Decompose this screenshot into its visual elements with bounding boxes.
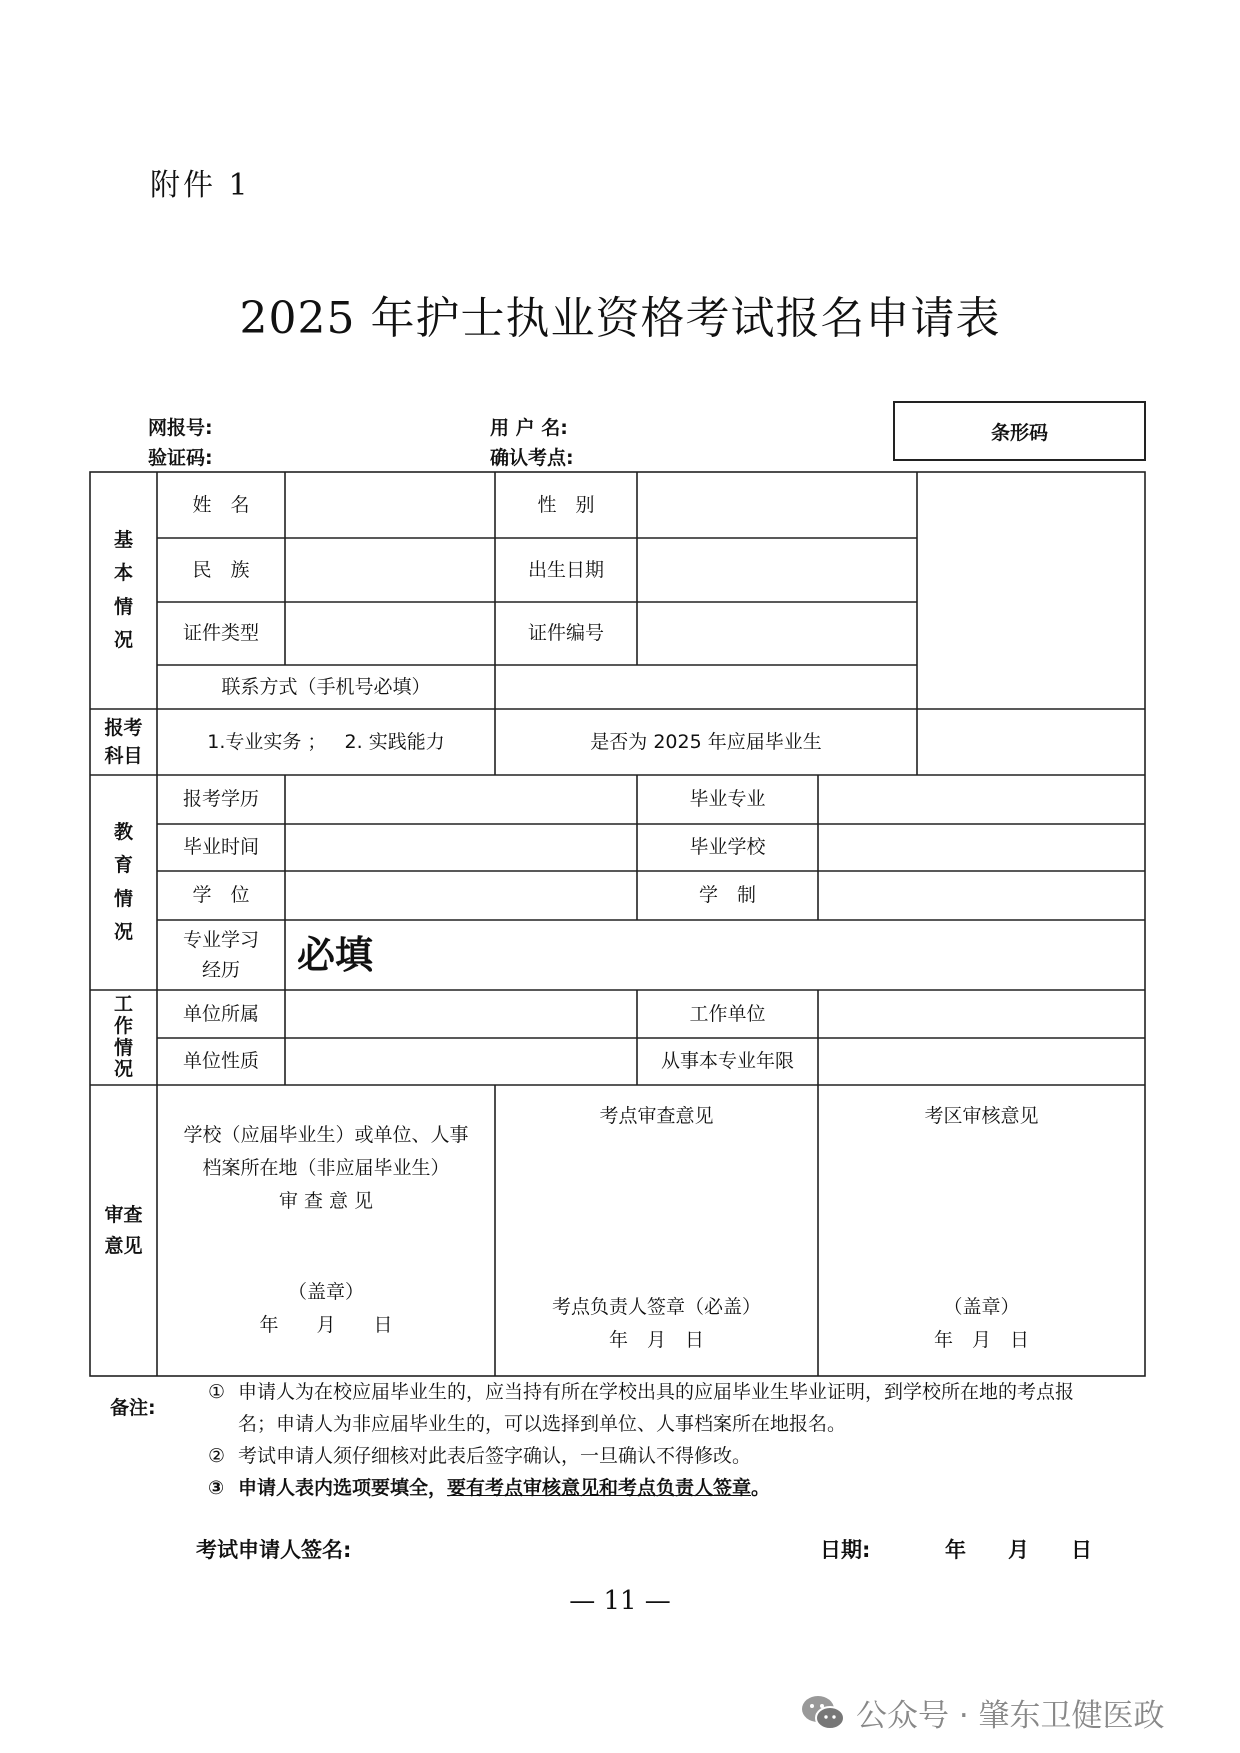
school-review-title-line-2: 档案所在地（非应届毕业生） bbox=[202, 1156, 450, 1179]
graduation-time-label: 毕业时间 bbox=[182, 836, 259, 859]
site-review-signature: 考点负责人签章（必盖） bbox=[551, 1296, 761, 1319]
region-review-title: 考区审核意见 bbox=[924, 1104, 1039, 1127]
duration-field[interactable] bbox=[818, 871, 1145, 920]
subject-items: 1.专业实务 ； 2. 实践能力 bbox=[207, 730, 445, 753]
education-level-field[interactable] bbox=[285, 775, 637, 824]
experience-required-note[interactable]: 必填 bbox=[297, 932, 374, 977]
id-number-label: 证件编号 bbox=[527, 622, 604, 645]
applicant-signature-label: 考试申请人签名: bbox=[196, 1538, 352, 1562]
name-field[interactable] bbox=[285, 472, 495, 538]
note-2-text: 考试申请人须仔细核对此表后签字确认，一旦确认不得修改。 bbox=[238, 1445, 752, 1467]
work-unit-label: 工作单位 bbox=[689, 1002, 766, 1025]
watermark-text: 公众号 · 肇东卫健医政 bbox=[856, 1698, 1165, 1734]
school-review-title-line-3: 审 查 意 见 bbox=[278, 1189, 374, 1212]
birth-date-field[interactable] bbox=[637, 538, 917, 602]
signature-date-fields: 年 月 日 bbox=[945, 1538, 1092, 1562]
degree-field[interactable] bbox=[285, 871, 637, 920]
watermark bbox=[800, 1690, 1165, 1735]
affiliation-label: 单位所属 bbox=[182, 1002, 259, 1025]
ethnicity-field[interactable] bbox=[285, 538, 495, 602]
note-3-text-b: 要有考点审核意见和考点负责人签章 bbox=[447, 1477, 752, 1499]
work-unit-field[interactable] bbox=[818, 990, 1145, 1038]
section-review bbox=[90, 1085, 157, 1376]
education-level-label: 报考学历 bbox=[182, 788, 259, 811]
section-work-char-3: 情 bbox=[113, 1036, 133, 1059]
unit-nature-field[interactable] bbox=[285, 1038, 637, 1085]
gender-field[interactable] bbox=[637, 472, 917, 538]
id-type-label: 证件类型 bbox=[182, 622, 259, 645]
site-review-date: 年 月 日 bbox=[608, 1329, 704, 1352]
experience-label-line-2: 经历 bbox=[201, 959, 240, 981]
notes-label: 备注: bbox=[110, 1397, 156, 1419]
section-basic-char-2: 本 bbox=[113, 562, 133, 585]
section-review-line-1: 审查 bbox=[104, 1204, 143, 1227]
school-review-seal: （盖章） bbox=[287, 1281, 364, 1304]
section-education-char-3: 情 bbox=[113, 887, 133, 910]
section-review-line-2: 意见 bbox=[104, 1234, 143, 1257]
section-education-char-4: 况 bbox=[113, 920, 133, 943]
work-years-label: 从事本专业年限 bbox=[660, 1050, 794, 1073]
section-basic-char-1: 基 bbox=[113, 529, 133, 551]
section-education-char-1: 教 bbox=[113, 821, 133, 843]
barcode-box: 条形码 bbox=[893, 401, 1146, 461]
photo-box bbox=[917, 472, 1145, 709]
school-review-title bbox=[157, 1118, 495, 1218]
experience-label-line-1: 专业学习 bbox=[182, 928, 259, 951]
section-basic-char-4: 况 bbox=[113, 628, 133, 651]
note-2-number: ② bbox=[208, 1445, 226, 1467]
gender-label: 性 别 bbox=[537, 493, 595, 516]
section-education bbox=[90, 775, 157, 990]
name-label: 姓 名 bbox=[192, 493, 250, 516]
birth-date-label: 出生日期 bbox=[527, 558, 604, 581]
section-basic-char-3: 情 bbox=[113, 595, 133, 618]
region-review-date: 年 月 日 bbox=[933, 1329, 1029, 1352]
form-title: 2025 年护士执业资格考试报名申请表 bbox=[239, 293, 1001, 344]
section-subject bbox=[90, 709, 157, 775]
wechat-icon bbox=[800, 1693, 846, 1733]
username-label: 用 户 名: bbox=[490, 417, 568, 439]
unit-nature-label: 单位性质 bbox=[182, 1050, 259, 1073]
school-label: 毕业学校 bbox=[689, 836, 766, 859]
region-review-seal: （盖章） bbox=[943, 1296, 1020, 1319]
site-review-title: 考点审查意见 bbox=[599, 1104, 714, 1127]
section-work-char-2: 作 bbox=[113, 1014, 133, 1037]
confirm-site-label: 确认考点: bbox=[490, 447, 574, 469]
major-label: 毕业专业 bbox=[689, 788, 766, 811]
note-1-line-2: 名；申请人为非应届毕业生的，可以选择到单位、人事档案所在地报名。 bbox=[238, 1413, 847, 1435]
section-education-char-2: 育 bbox=[113, 854, 133, 877]
note-3-number: ③ bbox=[208, 1477, 225, 1499]
affiliation-field[interactable] bbox=[285, 990, 637, 1038]
attachment-label: 附件 1 bbox=[150, 168, 251, 203]
experience-label bbox=[157, 920, 285, 990]
section-work bbox=[90, 990, 157, 1085]
note-3-text-c: 。 bbox=[751, 1477, 771, 1499]
degree-label: 学 位 bbox=[192, 884, 250, 907]
graduation-time-field[interactable] bbox=[285, 824, 637, 871]
section-subject-line-1: 报考 bbox=[104, 716, 143, 739]
note-3 bbox=[238, 1472, 770, 1504]
section-basic bbox=[90, 472, 157, 709]
id-number-field[interactable] bbox=[637, 602, 917, 665]
id-type-field[interactable] bbox=[285, 602, 495, 665]
section-work-char-4: 况 bbox=[113, 1058, 133, 1081]
school-review-date: 年 月 日 bbox=[259, 1314, 393, 1337]
section-subject-line-2: 科目 bbox=[104, 745, 143, 767]
duration-label: 学 制 bbox=[698, 884, 756, 907]
page-number: — 11 — bbox=[569, 1586, 671, 1616]
web-id-label: 网报号: bbox=[148, 417, 213, 439]
note-1-line-1: 申请人为在校应届毕业生的，应当持有所在学校出具的应届毕业生毕业证明，到学校所在地的考点报 bbox=[238, 1381, 1075, 1403]
ethnicity-label: 民 族 bbox=[192, 558, 250, 581]
fresh-graduate-field[interactable] bbox=[917, 709, 1145, 775]
contact-field[interactable] bbox=[495, 665, 917, 709]
school-field[interactable] bbox=[818, 824, 1145, 871]
note-3-text-a: 申请人表内选项要填全， bbox=[238, 1477, 448, 1499]
section-work-char-1: 工 bbox=[113, 992, 133, 1015]
school-review-title-line-1: 学校（应届毕业生）或单位、人事 bbox=[183, 1123, 469, 1146]
signature-date-label: 日期: bbox=[820, 1538, 871, 1562]
contact-label: 联系方式（手机号必填） bbox=[221, 675, 431, 698]
major-field[interactable] bbox=[818, 775, 1145, 824]
captcha-label: 验证码: bbox=[148, 447, 213, 469]
note-1-number: ① bbox=[208, 1381, 226, 1403]
work-years-field[interactable] bbox=[818, 1038, 1145, 1085]
fresh-graduate-label: 是否为 2025 年应届毕业生 bbox=[590, 730, 822, 753]
